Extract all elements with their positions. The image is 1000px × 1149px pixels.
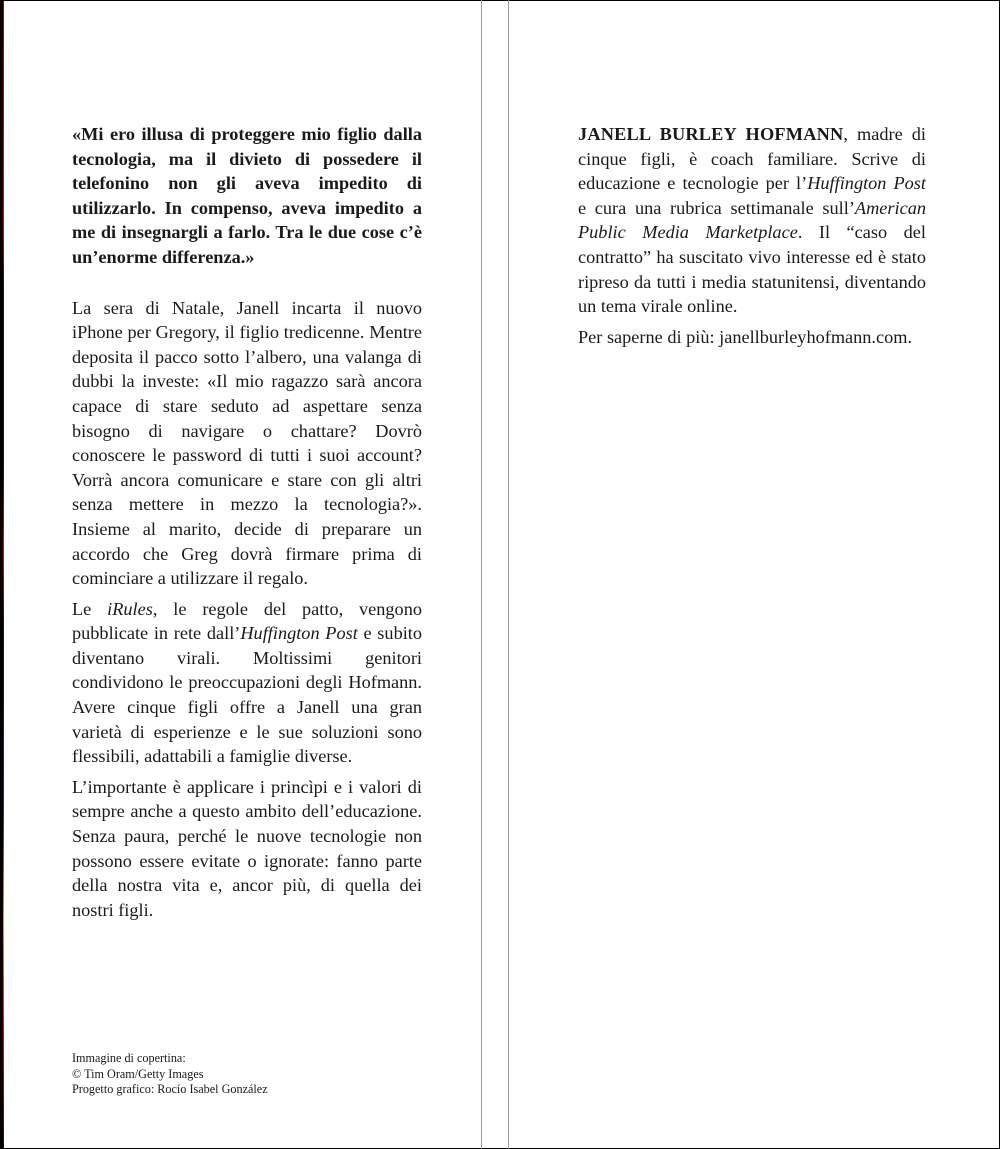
bio-text-2: e cura una rubrica settimanale sull’ xyxy=(578,197,855,218)
para2-text-3: e subito diventano virali. Moltissimi genitori condividono le preoccupazioni degli Hofmann. Avere cinque figli offre a Janell una gran varietà di esperienze e le sue soluzioni sono flessibili, adattabili a famiglie diverse. xyxy=(72,623,423,767)
author-name: JANELL BURLEY HOFMANN xyxy=(578,124,844,144)
credit-line-3: Progetto grafico: Rocío Isabel González xyxy=(72,1082,268,1097)
synopsis-paragraph-1: La sera di Natale, Janell incarta il nuovo iPhone per Gregory, il figlio tredicenne. Mentre deposita il pacco sotto l’albero, una valanga di dubbi la investe: «Il mio ragazzo sarà ancora capace di stare seduto ad aspettare senza bisogno di navigare o chattare? Dovrò conoscere le password di tutti i suoi account? Vorrà ancora comunicare e stare con gli altri senza mettere in mezzo la tecnologia?». Insieme al marito, decide di preparare un accordo che Greg dovrà firmare prima di cominciare a utilizzare il regalo. xyxy=(72,297,422,589)
para2-text-2: , le regole del patto, vengono pubblicate in rete dall’ xyxy=(72,598,422,644)
flap-left-column xyxy=(72,122,422,928)
cover-credits xyxy=(72,1051,432,1098)
para2-text-1: Le xyxy=(72,598,108,619)
bio-text-3: . Il “caso del contratto” ha suscitato vivo interesse ed è stato ripreso da tutti i media statunitensi, diventando un tema virale online. xyxy=(578,222,926,317)
bio-text-1: , madre di cinque figli, è coach familiare. Scrive di educazione e tecnologie per l’ xyxy=(578,124,927,194)
flap-right-column xyxy=(578,122,926,355)
bio-huffington-post-italic: Huffington Post xyxy=(807,173,926,194)
credit-line-2: © Tim Oram/Getty Images xyxy=(72,1066,204,1081)
synopsis-paragraph-2 xyxy=(72,597,422,769)
huffington-post-italic: Huffington Post xyxy=(240,623,358,644)
fold-line-right xyxy=(508,0,509,1149)
synopsis-paragraph-3: L’importante è applicare i princìpi e i valori di sempre anche a questo ambito dell’educazione. Senza paura, perché le nuove tecnologie non possono essere evitate o ignorate: fanno parte della nostra vita e, ancor più, di quella dei nostri figli. xyxy=(72,776,422,920)
author-bio xyxy=(578,122,926,319)
pull-quote: «Mi ero illusa di proteggere mio figlio dalla tecnologia, ma il divieto di possedere il telefonino non gli aveva impedito di utilizzarlo. In compenso, aveva impedito a me di insegnargli a farlo. Tra le due cose c’è un’enorme differenza.» xyxy=(72,124,422,267)
credit-line-1: Immagine di copertina: xyxy=(72,1051,186,1065)
bio-marketplace-italic: American Public Media Marketplace xyxy=(578,197,926,243)
author-website-line: Per saperne di più: janellburleyhofmann.com. xyxy=(578,326,913,347)
fold-line-left xyxy=(481,0,482,1149)
irules-italic: iRules xyxy=(107,598,153,619)
